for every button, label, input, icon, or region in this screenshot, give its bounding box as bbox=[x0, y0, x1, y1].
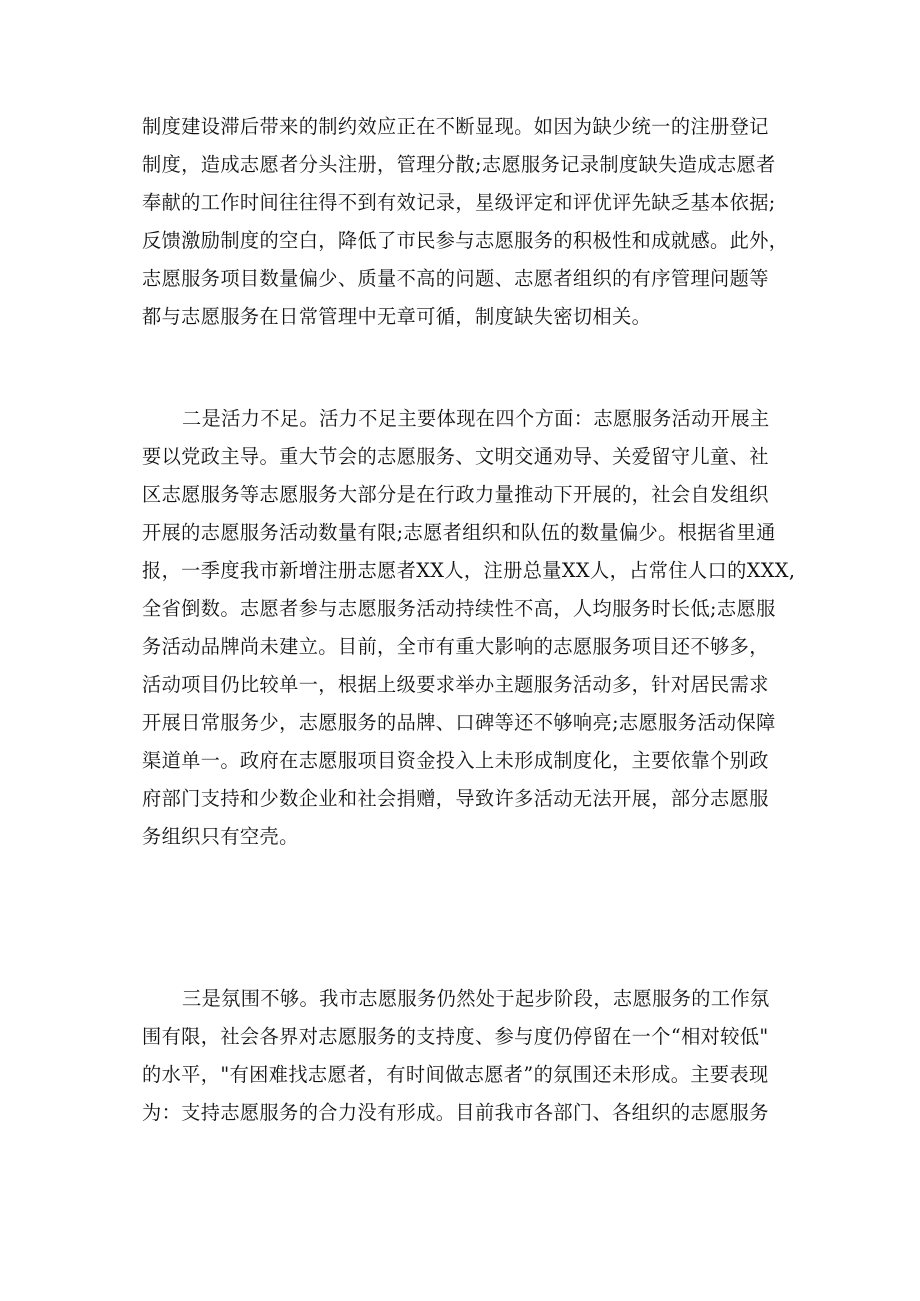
text-line: 要以党政主导。重大节会的志愿服务、文明交通劝导、关爱留守儿童、社 bbox=[142, 445, 769, 468]
text-line: 区志愿服务等志愿服务大部分是在行政力量推动下开展的，社会自发组织 bbox=[142, 483, 769, 506]
paragraph-2 bbox=[142, 400, 802, 856]
text-line: 渠道单一。政府在志愿服项目资金投入上未形成制度化，主要依靠个别政 bbox=[142, 749, 769, 772]
text-line: 报，一季度我市新增注册志愿者XX人，注册总量XX人，占常住人口的XXX, bbox=[142, 559, 796, 582]
text-line: 围有限，社会各界对志愿服务的支持度、参与度仍停留在一个“相对较低" bbox=[142, 1025, 769, 1048]
text-line: 奉献的工作时间往往得不到有效记录，星级评定和评优评先缺乏基本依据; bbox=[142, 191, 776, 214]
text-line: 开展的志愿服务活动数量有限;志愿者组织和队伍的数量偏少。根据省里通 bbox=[142, 521, 776, 544]
text-line: 的水平，"有困难找志愿者，有时间做志愿者”的氛围还未形成。主要表现 bbox=[142, 1063, 769, 1086]
text-line: 务组织只有空壳。 bbox=[142, 825, 299, 848]
text-line: 务活动品牌尚未建立。目前，全市有重大影响的志愿服务项目还不够多， bbox=[142, 635, 769, 658]
paragraph-1 bbox=[142, 108, 802, 336]
text-line: 三是氛围不够。我市志愿服务仍然处于起步阶段，志愿服务的工作氛 bbox=[182, 987, 770, 1010]
paragraph-3 bbox=[142, 980, 802, 1132]
text-line: 都与志愿服务在日常管理中无章可循，制度缺失密切相关。 bbox=[142, 305, 652, 328]
text-line: 开展日常服务少，志愿服务的品牌、口碑等还不够响亮;志愿服务活动保障 bbox=[142, 711, 776, 734]
text-line: 全省倒数。志愿者参与志愿服务活动持续性不高，人均服务时长低;志愿服 bbox=[142, 597, 776, 620]
text-line: 志愿服务项目数量偏少、质量不高的问题、志愿者组织的有序管理问题等 bbox=[142, 267, 769, 290]
text-line: 制度，造成志愿者分头注册，管理分散;志愿服务记录制度缺失造成志愿者 bbox=[142, 153, 776, 176]
text-line: 制度建设滞后带来的制约效应正在不断显现。如因为缺少统一的注册登记 bbox=[142, 115, 769, 138]
text-line: 二是活力不足。活力不足主要体现在四个方面：志愿服务活动开展主 bbox=[182, 407, 770, 430]
text-line: 活动项目仍比较单一，根据上级要求举办主题服务活动多，针对居民需求 bbox=[142, 673, 769, 696]
text-line: 为：支持志愿服务的合力没有形成。目前我市各部门、各组织的志愿服务 bbox=[142, 1101, 769, 1124]
text-line: 反馈激励制度的空白，降低了市民参与志愿服务的积极性和成就感。此外， bbox=[142, 229, 789, 252]
text-line: 府部门支持和少数企业和社会捐赠，导致许多活动无法开展，部分志愿服 bbox=[142, 787, 769, 810]
